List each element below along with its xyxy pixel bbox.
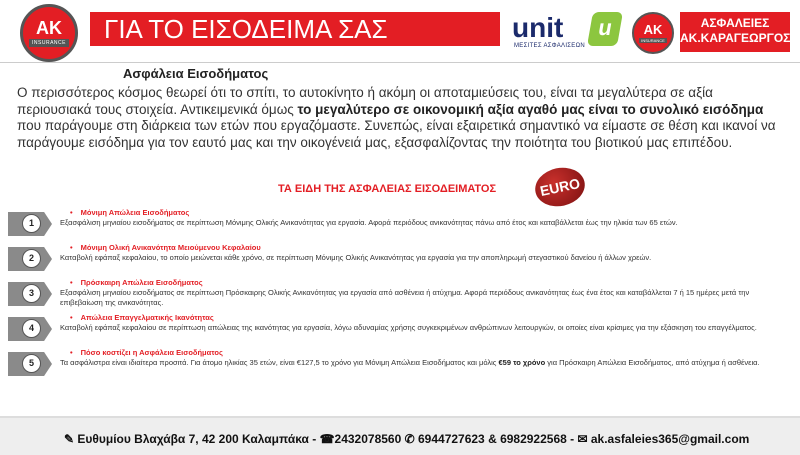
logo-sub-small: INSURANCE [641, 38, 665, 43]
header-divider [0, 62, 800, 63]
item-heading-text: Μόνιμη Ολική Ανικανότητα Μειούμενου Κεφαλαίου [80, 243, 261, 252]
item-description-a: Τα ασφάλιστρα είναι ιδιαίτερα προσιτά. Για άτομο ηλικίας 35 ετών, είναι €127,5 το χρόνο για Μόνιμη Απώλεια Εισοδήματος και μόλις [60, 358, 499, 367]
item-heading [60, 243, 788, 253]
insurance-types-list [8, 208, 793, 383]
item-heading [60, 348, 788, 358]
list-item [8, 348, 793, 383]
intro-bold: το μεγαλύτερο σε οικονομική αξία αγαθό μας είναι το συνολικό εισόδημα [297, 101, 764, 117]
bullet-icon: • [70, 348, 73, 357]
item-heading-text: Μόνιμη Απώλεια Εισοδήματος [80, 208, 190, 217]
item-description-bold: €59 το χρόνο [498, 358, 546, 367]
bullet-icon: • [70, 243, 73, 252]
bullet-icon: • [70, 208, 73, 217]
item-body [60, 313, 788, 333]
item-heading-text: Πρόσκαιρη Απώλεια Εισοδήματος [80, 278, 203, 287]
unit-logo [512, 10, 622, 54]
item-body [60, 208, 788, 228]
intro-paragraph [17, 85, 787, 151]
logo-monogram: AK [36, 18, 62, 38]
item-body [60, 278, 788, 308]
item-number: 3 [22, 284, 41, 303]
page-title: ΓΙΑ ΤΟ ΕΙΣΟΔΕΙΜΑ ΣΑΣ [90, 12, 500, 46]
item-description: Καταβολή εφάπαξ κεφαλαίου σε περίπτωση απώλειας της ικανότητας για εργασία, λόγω αδυναμίας χρήσης συγκεκριμένων ανθρώπινων λειτουργιών, οι οποίες είναι κρίσιμες για την εξάσκηση του επαγγέλματος. [60, 323, 757, 332]
item-description: Εξασφάλιση μηνιαίου εισοδήματος σε περίπτωση Μόνιμης Ολικής Ανικανότητας για εργασία. Αφορά περιόδους ανικανότητας πάνω από έτος και καταβάλλεται έως την ηλικία των 65 ετών. [60, 218, 678, 227]
list-item [8, 208, 793, 243]
company-line2: ΑΚ.ΚΑΡΑΓΕΩΡΓΟΣ [680, 31, 791, 45]
ak-insurance-logo [20, 4, 78, 62]
unit-mark-icon: u [587, 12, 623, 46]
company-name-box [680, 12, 790, 52]
item-heading-text: Πόσο κοστίζει η Ασφάλεια Εισοδήματος [80, 348, 223, 357]
item-number: 2 [22, 249, 41, 268]
item-heading [60, 313, 788, 323]
list-item [8, 278, 793, 313]
item-body [60, 348, 788, 368]
logo-monogram-small: AK [643, 22, 663, 37]
bullet-icon: • [70, 313, 73, 322]
list-item [8, 313, 793, 348]
company-line1: ΑΣΦΑΛΕΙΕΣ [700, 16, 770, 30]
section-subtitle: Ασφάλεια Εισοδήματος [123, 66, 269, 81]
header [0, 0, 800, 64]
item-heading-text: Απώλεια Επαγγελματικής Ικανότητας [80, 313, 214, 322]
types-title: ΤΑ ΕΙΔΗ ΤΗΣ ΑΣΦΑΛΕΙΑΣ ΕΙΣΟΔΕΙΜΑΤΟΣ [278, 183, 497, 195]
logo-sub: INSURANCE [29, 39, 69, 47]
item-heading [60, 278, 788, 288]
unit-logo-word: unit [512, 12, 564, 43]
item-number: 4 [22, 319, 41, 338]
item-description: Εξασφάλιση μηνιαίου εισοδήματος σε περίπτωση Πρόσκαιρης Ολικής Ανικανότητας για εργασία από ασθένεια ή ατύχημα. Αφορά περιόδους ανικανότητας έως ένα έτος και καταβάλλεται 7 ή 15 ημέρες μετά την επιβεβαίωση της ανικανότητας. [60, 288, 750, 307]
euro-badge-icon: EURO [532, 163, 589, 211]
item-description [60, 358, 788, 368]
bullet-icon: • [70, 278, 73, 287]
item-description: Καταβολή εφάπαξ κεφαλαίου, το οποίο μειώνεται κάθε χρόνο, σε περίπτωση Μόνιμης Ολικής Ανικανότητας για εργασία για την αποπληρωμή στεγαστικού δανείου ή άλλων χρεών. [60, 253, 652, 262]
intro-part2: που παράγουμε στη διάρκεια των ετών που εργαζόμαστε. Συνεπώς, είναι εξαιρετικά σημαντικό να είμαστε σε θέση και ικανοί να παράγουμε εισόδημα για τον εαυτό μας και την οικογένειά μας, εξασφαλίζοντας την ποιότητα του βιοτικού μας επιπέδου. [17, 118, 776, 150]
list-item [8, 243, 793, 278]
item-description-b: για Πρόσκαιρη Απώλεια Εισοδήματος, από ατύχημα ή ασθένεια. [545, 358, 760, 367]
ak-insurance-logo-small [632, 12, 674, 54]
item-heading [60, 208, 788, 218]
item-body [60, 243, 788, 263]
unit-logo-sub: ΜΕΣΙΤΕΣ ΑΣΦΑΛΙΣΕΩΝ [514, 43, 586, 49]
intro-part1: Ο περισσότερος κόσμος θεωρεί ότι το σπίτι, το αυτοκίνητο ή ακόμη οι αποταμιεύσεις του, είναι τα μεγαλύτερα σε αξία περιουσιακά τους στοιχεία. Αντικειμενικά όμως [17, 85, 713, 117]
contact-footer: ✎ Ευθυμίου Βλαχάβα 7, 42 200 Καλαμπάκα - ☎2432078560 ✆ 6944727623 & 6982922568 - ✉ ak.asfaleies365@gmail.com [64, 432, 750, 446]
item-number: 1 [22, 214, 41, 233]
item-number: 5 [22, 354, 41, 373]
